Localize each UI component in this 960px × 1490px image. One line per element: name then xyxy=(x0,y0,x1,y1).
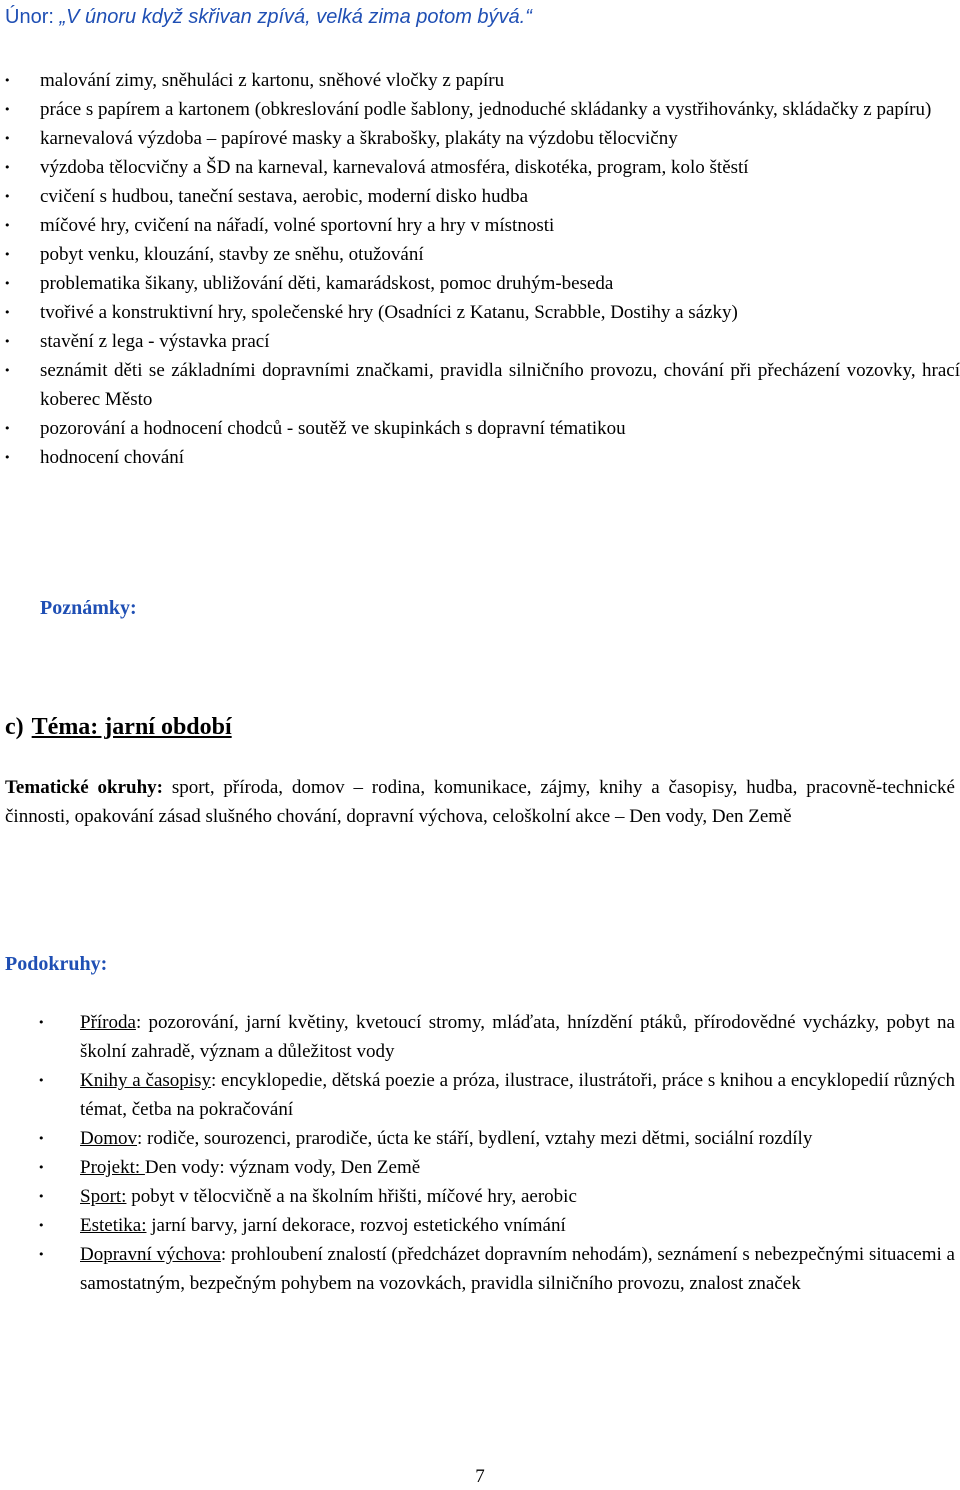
subtopic-term: Estetika: xyxy=(80,1215,147,1236)
february-activities-list xyxy=(0,66,960,472)
list-item: • Domov: rodiče, sourozenci, prarodiče, úcta ke stáří, bydlení, vztahy mezi dětmi, sociální rozdíly xyxy=(0,1124,955,1153)
subtopic-term: Dopravní výchova xyxy=(80,1244,221,1265)
section-letter: c) xyxy=(5,714,24,740)
bullet-icon: • xyxy=(38,1219,45,1232)
list-item: • práce s papírem a kartonem (obkreslování podle šablony, jednoduché skládanky a vystřihovánky, skládačky z papíru) xyxy=(0,95,960,124)
list-item: • malování zimy, sněhuláci z kartonu, sněhové vločky z papíru xyxy=(0,66,960,95)
list-item: • problematika šikany, ubližování děti, kamarádskost, pomoc druhým-beseda xyxy=(0,269,960,298)
subtopic-term: Projekt: xyxy=(80,1157,145,1178)
subtopic-term: Knihy a časopisy xyxy=(80,1070,211,1091)
list-item: • Knihy a časopisy: encyklopedie, dětská poezie a próza, ilustrace, ilustrátoři, práce s knihou a encyklopedií různých témat, četba na pokračování xyxy=(0,1066,955,1124)
bullet-icon: • xyxy=(38,1016,45,1029)
bullet-icon: • xyxy=(4,248,11,261)
page-number: 7 xyxy=(475,1466,485,1487)
bullet-icon: • xyxy=(4,451,11,464)
subtopic-term: Sport: xyxy=(80,1186,127,1207)
list-item: • pozorování a hodnocení chodců - soutěž ve skupinkách s dopravní tématikou xyxy=(0,414,960,443)
subtopics-list xyxy=(0,1008,955,1298)
list-item: • Sport: pobyt v tělocvičně a na školním hřišti, míčové hry, aerobic xyxy=(0,1182,955,1211)
bullet-icon: • xyxy=(4,103,11,116)
list-item: • seznámit děti se základními dopravními značkami, pravidla silničního provozu, chování při přecházení vozovky, hrací koberec Město xyxy=(0,356,960,414)
bullet-icon: • xyxy=(4,161,11,174)
subtopic-term: Domov xyxy=(80,1128,137,1149)
bullet-icon: • xyxy=(4,132,11,145)
section-title: Téma: jarní období xyxy=(31,714,232,740)
february-heading-quote: „V únoru když skřivan zpívá, velká zima potom bývá.“ xyxy=(59,6,532,28)
bullet-icon: • xyxy=(4,190,11,203)
list-item: • stavění z lega - výstavka prací xyxy=(0,327,960,356)
list-item: • cvičení s hudbou, taneční sestava, aerobic, moderní disko hudba xyxy=(0,182,960,211)
list-item: • míčové hry, cvičení na nářadí, volné sportovní hry a hry v místnosti xyxy=(0,211,960,240)
february-heading xyxy=(5,4,532,30)
list-item: • výzdoba tělocvičny a ŠD na karneval, karnevalová atmosféra, diskotéka, program, kolo štěstí xyxy=(0,153,960,182)
list-item: • Dopravní výchova: prohloubení znalostí (předcházet dopravním nehodám), seznámení s nebezpečnými situacemi a samostatným, bezpečným pohybem na vozovkách, pravidla silničního provozu, znalost značek xyxy=(0,1240,955,1298)
list-item: • Estetika: jarní barvy, jarní dekorace, rozvoj estetického vnímání xyxy=(0,1211,955,1240)
list-item: • Projekt: Den vody: význam vody, Den Země xyxy=(0,1153,955,1182)
bullet-icon: • xyxy=(4,422,11,435)
bullet-icon: • xyxy=(4,335,11,348)
february-heading-prefix: Únor: xyxy=(5,6,60,28)
bullet-icon: • xyxy=(38,1161,45,1174)
bullet-icon: • xyxy=(4,74,11,87)
list-item: • pobyt venku, klouzání, stavby ze sněhu, otužování xyxy=(0,240,960,269)
bullet-icon: • xyxy=(38,1248,45,1261)
bullet-icon: • xyxy=(38,1074,45,1087)
list-item: • Příroda: pozorování, jarní květiny, kvetoucí stromy, mláďata, hnízdění ptáků, přírodovědné vycházky, pobyt na školní zahradě, význam a důležitost vody xyxy=(0,1008,955,1066)
bullet-icon: • xyxy=(38,1132,45,1145)
section-c-heading xyxy=(5,710,232,744)
notes-label: Poznámky: xyxy=(40,597,137,619)
thematic-areas-label: Tematické okruhy: xyxy=(5,777,164,798)
subtopics-label: Podokruhy: xyxy=(5,953,108,975)
list-item: • karnevalová výzdoba – papírové masky a škrabošky, plakáty na výzdobu tělocvičny xyxy=(0,124,960,153)
thematic-areas-text: sport, příroda, domov – rodina, komunikace, zájmy, knihy a časopisy, hudba, pracovně-technické činnosti, opakování zásad slušného chování, dopravní výchova, celoškolní akce – Den vody, Den Země xyxy=(5,777,955,827)
bullet-icon: • xyxy=(38,1190,45,1203)
bullet-icon: • xyxy=(4,364,11,377)
bullet-icon: • xyxy=(4,277,11,290)
list-item: • tvořivé a konstruktivní hry, společenské hry (Osadníci z Katanu, Scrabble, Dostihy a sázky) xyxy=(0,298,960,327)
bullet-icon: • xyxy=(4,219,11,232)
bullet-icon: • xyxy=(4,306,11,319)
thematic-areas-paragraph xyxy=(5,773,955,831)
subtopic-term: Příroda xyxy=(80,1012,136,1033)
list-item: • hodnocení chování xyxy=(0,443,960,472)
